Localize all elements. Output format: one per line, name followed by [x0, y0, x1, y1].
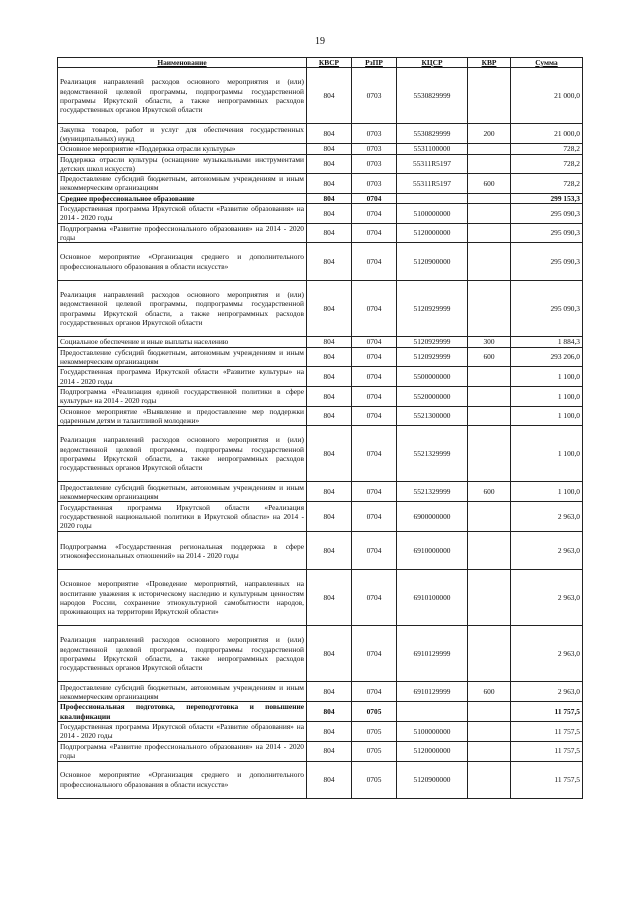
cell-kvsr: 804: [307, 154, 352, 174]
cell-rzpr: 0704: [352, 243, 397, 281]
table-row: [58, 204, 583, 224]
cell-sum: 2 963,0: [511, 570, 583, 626]
cell-kvr: [468, 68, 511, 124]
cell-name: Предоставление субсидий бюджетным, автономным учреждениям и иным некоммерческим организациям: [58, 347, 307, 367]
cell-name: Реализация направлений расходов основного мероприятия и (или) ведомственной целевой программы, подпрограммы государственной программы Иркутской области, а также непрограммных расходов государственных органов Иркутской области: [58, 281, 307, 337]
column-header-name: Наименование: [58, 58, 307, 68]
cell-kvsr: 804: [307, 570, 352, 626]
cell-sum: 1 100,0: [511, 426, 583, 482]
cell-kvr: 300: [468, 337, 511, 347]
cell-kvr: [468, 626, 511, 682]
cell-kvr: [468, 741, 511, 761]
cell-kcsr: 5100000000: [397, 204, 468, 224]
cell-kvsr: 804: [307, 204, 352, 224]
cell-rzpr: 0705: [352, 702, 397, 722]
cell-sum: 2 963,0: [511, 502, 583, 532]
cell-kvsr: 804: [307, 721, 352, 741]
cell-kvsr: 804: [307, 223, 352, 243]
cell-rzpr: 0703: [352, 154, 397, 174]
cell-name: Государственная программа Иркутской области «Развитие культуры» на 2014 - 2020 годы: [58, 367, 307, 387]
table-row: [58, 532, 583, 570]
cell-kcsr: 55311R5197: [397, 154, 468, 174]
cell-rzpr: 0704: [352, 502, 397, 532]
cell-rzpr: 0704: [352, 223, 397, 243]
cell-kcsr: 5120000000: [397, 223, 468, 243]
cell-kcsr: 6910100000: [397, 570, 468, 626]
cell-kcsr: 5521300000: [397, 406, 468, 426]
cell-sum: 1 100,0: [511, 482, 583, 502]
cell-sum: 295 090,3: [511, 204, 583, 224]
cell-name: Среднее профессиональное образование: [58, 193, 307, 203]
cell-kvsr: 804: [307, 682, 352, 702]
cell-sum: 728,2: [511, 144, 583, 154]
cell-name: Основное мероприятие «Организация среднего и дополнительного профессионального образования в области искусств»: [58, 761, 307, 798]
column-header-kvsr: КВСР: [307, 58, 352, 68]
cell-rzpr: 0703: [352, 174, 397, 194]
cell-rzpr: 0704: [352, 367, 397, 387]
cell-kcsr: 5120929999: [397, 281, 468, 337]
cell-kvsr: 804: [307, 347, 352, 367]
cell-kvsr: 804: [307, 761, 352, 798]
cell-name: Государственная программа Иркутской области «Развитие образования» на 2014 - 2020 годы: [58, 721, 307, 741]
cell-kvr: 600: [468, 482, 511, 502]
cell-kvr: [468, 154, 511, 174]
cell-sum: 1 100,0: [511, 367, 583, 387]
table-row: [58, 144, 583, 154]
column-header-kvr: КВР: [468, 58, 511, 68]
table-row: [58, 626, 583, 682]
cell-sum: 21 000,0: [511, 124, 583, 144]
cell-kvr: [468, 223, 511, 243]
cell-rzpr: 0704: [352, 347, 397, 367]
cell-kvr: 600: [468, 174, 511, 194]
cell-kvr: [468, 570, 511, 626]
cell-name: Предоставление субсидий бюджетным, автономным учреждениям и иным некоммерческим организациям: [58, 174, 307, 194]
table-row: [58, 281, 583, 337]
cell-kvsr: 804: [307, 426, 352, 482]
cell-rzpr: 0704: [352, 626, 397, 682]
table-row: [58, 721, 583, 741]
cell-kvsr: 804: [307, 702, 352, 722]
table-row: [58, 124, 583, 144]
cell-kvr: 200: [468, 124, 511, 144]
cell-rzpr: 0704: [352, 193, 397, 203]
table-row: [58, 154, 583, 174]
column-header-kcsr: КЦСР: [397, 58, 468, 68]
table-row: [58, 761, 583, 798]
cell-sum: 1 884,3: [511, 337, 583, 347]
cell-kvsr: 804: [307, 144, 352, 154]
cell-rzpr: 0704: [352, 281, 397, 337]
cell-sum: 295 090,3: [511, 281, 583, 337]
cell-kvsr: 804: [307, 387, 352, 407]
cell-name: Реализация направлений расходов основного мероприятия и (или) ведомственной целевой программы, подпрограммы государственной программы Иркутской области, а также непрограммных расходов государственных органов Иркутской области: [58, 626, 307, 682]
table-body: [58, 68, 583, 798]
column-header-sum: Сумма: [511, 58, 583, 68]
cell-kcsr: 5520000000: [397, 387, 468, 407]
cell-kvsr: 804: [307, 406, 352, 426]
cell-kvr: [468, 426, 511, 482]
cell-rzpr: 0704: [352, 387, 397, 407]
cell-kcsr: 5530829999: [397, 68, 468, 124]
cell-name: Государственная программа Иркутской области «Развитие образования» на 2014 - 2020 годы: [58, 204, 307, 224]
cell-kvsr: 804: [307, 626, 352, 682]
cell-kcsr: 5521329999: [397, 426, 468, 482]
cell-kvsr: 804: [307, 741, 352, 761]
table-row: [58, 426, 583, 482]
cell-kvsr: 804: [307, 243, 352, 281]
cell-kvsr: 804: [307, 367, 352, 387]
cell-name: Поддержка отрасли культуры (оснащение музыкальными инструментами детских школ искусств): [58, 154, 307, 174]
table-row: [58, 702, 583, 722]
cell-name: Предоставление субсидий бюджетным, автономным учреждениям и иным некоммерческим организациям: [58, 682, 307, 702]
cell-kcsr: 5120929999: [397, 337, 468, 347]
cell-kvsr: 804: [307, 124, 352, 144]
cell-sum: 2 963,0: [511, 626, 583, 682]
cell-sum: 293 206,0: [511, 347, 583, 367]
cell-name: Подпрограмма «Развитие профессионального образования» на 2014 - 2020 годы: [58, 741, 307, 761]
cell-rzpr: 0704: [352, 570, 397, 626]
cell-kvsr: 804: [307, 68, 352, 124]
cell-kvr: [468, 761, 511, 798]
cell-kvr: [468, 204, 511, 224]
cell-name: Реализация направлений расходов основного мероприятия и (или) ведомственной целевой программы, подпрограммы государственной программы Иркутской области, а также непрограммных расходов государственных органов Иркутской области: [58, 68, 307, 124]
cell-kvsr: 804: [307, 337, 352, 347]
cell-name: Подпрограмма «Государственная региональная поддержка в сфере этноконфессиональных отношений» на 2014 - 2020 годы: [58, 532, 307, 570]
cell-name: Государственная программа Иркутской области «Реализация государственной национальной политики в Иркутской области» на 2014 - 2020 годы: [58, 502, 307, 532]
cell-sum: 1 100,0: [511, 387, 583, 407]
cell-name: Подпрограмма «Реализация единой государственной политики в сфере культуры» на 2014 - 2020 годы: [58, 387, 307, 407]
cell-rzpr: 0704: [352, 337, 397, 347]
cell-kvr: [468, 367, 511, 387]
cell-kvsr: 804: [307, 502, 352, 532]
table-row: [58, 682, 583, 702]
cell-name: Закупка товаров, работ и услуг для обеспечения государственных (муниципальных) нужд: [58, 124, 307, 144]
cell-sum: 295 090,3: [511, 223, 583, 243]
cell-kcsr: 55311R5197: [397, 174, 468, 194]
cell-name: Основное мероприятие «Выявление и предоставление мер поддержки одаренным детям и талантливой молодежи»: [58, 406, 307, 426]
cell-sum: 295 090,3: [511, 243, 583, 281]
cell-kvsr: 804: [307, 281, 352, 337]
cell-name: Подпрограмма «Развитие профессионального образования» на 2014 - 2020 годы: [58, 223, 307, 243]
cell-kcsr: 5120900000: [397, 243, 468, 281]
table-row: [58, 174, 583, 194]
table-row: [58, 482, 583, 502]
cell-sum: 11 757,5: [511, 741, 583, 761]
cell-kcsr: 6910129999: [397, 626, 468, 682]
cell-rzpr: 0704: [352, 204, 397, 224]
table-row: [58, 68, 583, 124]
cell-rzpr: 0705: [352, 761, 397, 798]
cell-kcsr: 5531100000: [397, 144, 468, 154]
cell-name: Профессиональная подготовка, переподготовка и повышение квалификации: [58, 702, 307, 722]
table-row: [58, 223, 583, 243]
cell-rzpr: 0704: [352, 406, 397, 426]
cell-rzpr: 0703: [352, 68, 397, 124]
cell-kcsr: 5120900000: [397, 761, 468, 798]
table-row: [58, 502, 583, 532]
cell-kcsr: [397, 702, 468, 722]
cell-sum: 11 757,5: [511, 761, 583, 798]
cell-kvr: 600: [468, 347, 511, 367]
table-row: [58, 406, 583, 426]
cell-kvr: [468, 702, 511, 722]
cell-rzpr: 0704: [352, 682, 397, 702]
cell-sum: 21 000,0: [511, 68, 583, 124]
cell-kvr: [468, 243, 511, 281]
cell-kvsr: 804: [307, 482, 352, 502]
cell-rzpr: 0705: [352, 721, 397, 741]
cell-kcsr: 6910000000: [397, 532, 468, 570]
cell-kcsr: 5100000000: [397, 721, 468, 741]
cell-kvr: [468, 502, 511, 532]
cell-sum: 11 757,5: [511, 702, 583, 722]
cell-kcsr: 6900000000: [397, 502, 468, 532]
cell-kvsr: 804: [307, 532, 352, 570]
cell-sum: 728,2: [511, 154, 583, 174]
cell-sum: 1 100,0: [511, 406, 583, 426]
cell-rzpr: 0703: [352, 124, 397, 144]
cell-kcsr: 5521329999: [397, 482, 468, 502]
cell-kvr: [468, 144, 511, 154]
cell-name: Реализация направлений расходов основного мероприятия и (или) ведомственной целевой программы, подпрограммы государственной программы Иркутской области, а также непрограммных расходов государственных органов Иркутской области: [58, 426, 307, 482]
cell-kvr: [468, 721, 511, 741]
cell-kcsr: 5120000000: [397, 741, 468, 761]
table-row: [58, 193, 583, 203]
table-row: [58, 741, 583, 761]
table-row: [58, 367, 583, 387]
cell-kvsr: 804: [307, 193, 352, 203]
cell-sum: 2 963,0: [511, 532, 583, 570]
cell-rzpr: 0704: [352, 482, 397, 502]
cell-sum: 728,2: [511, 174, 583, 194]
cell-sum: 299 153,3: [511, 193, 583, 203]
table-row: [58, 570, 583, 626]
table-row: [58, 387, 583, 407]
cell-kcsr: 5500000000: [397, 367, 468, 387]
column-header-rzpr: РзПР: [352, 58, 397, 68]
cell-kcsr: 5120929999: [397, 347, 468, 367]
cell-sum: 11 757,5: [511, 721, 583, 741]
cell-kvsr: 804: [307, 174, 352, 194]
cell-kvr: [468, 532, 511, 570]
cell-name: Основное мероприятие «Поддержка отрасли культуры»: [58, 144, 307, 154]
table-row: [58, 337, 583, 347]
cell-kvr: [468, 406, 511, 426]
table-header-row: [58, 58, 583, 68]
cell-name: Основное мероприятие «Организация среднего и дополнительного профессионального образования в области искусств»: [58, 243, 307, 281]
cell-rzpr: 0705: [352, 741, 397, 761]
cell-kvr: [468, 281, 511, 337]
cell-kcsr: 6910129999: [397, 682, 468, 702]
cell-kvr: 600: [468, 682, 511, 702]
cell-name: Основное мероприятие «Проведение мероприятий, направленных на воспитание уважения к историческому наследию и культурным ценностям народов России, сохранение этнокультурной самобытности народов, проживающих на территории Иркутской области»: [58, 570, 307, 626]
cell-name: Предоставление субсидий бюджетным, автономным учреждениям и иным некоммерческим организациям: [58, 482, 307, 502]
cell-rzpr: 0703: [352, 144, 397, 154]
cell-name: Социальное обеспечение и иные выплаты населению: [58, 337, 307, 347]
cell-rzpr: 0704: [352, 532, 397, 570]
table-row: [58, 347, 583, 367]
budget-table: [57, 57, 583, 799]
cell-kcsr: [397, 193, 468, 203]
page-number: 19: [315, 36, 325, 47]
cell-sum: 2 963,0: [511, 682, 583, 702]
table-row: [58, 243, 583, 281]
cell-kvr: [468, 387, 511, 407]
cell-rzpr: 0704: [352, 426, 397, 482]
cell-kvr: [468, 193, 511, 203]
cell-kcsr: 5530829999: [397, 124, 468, 144]
